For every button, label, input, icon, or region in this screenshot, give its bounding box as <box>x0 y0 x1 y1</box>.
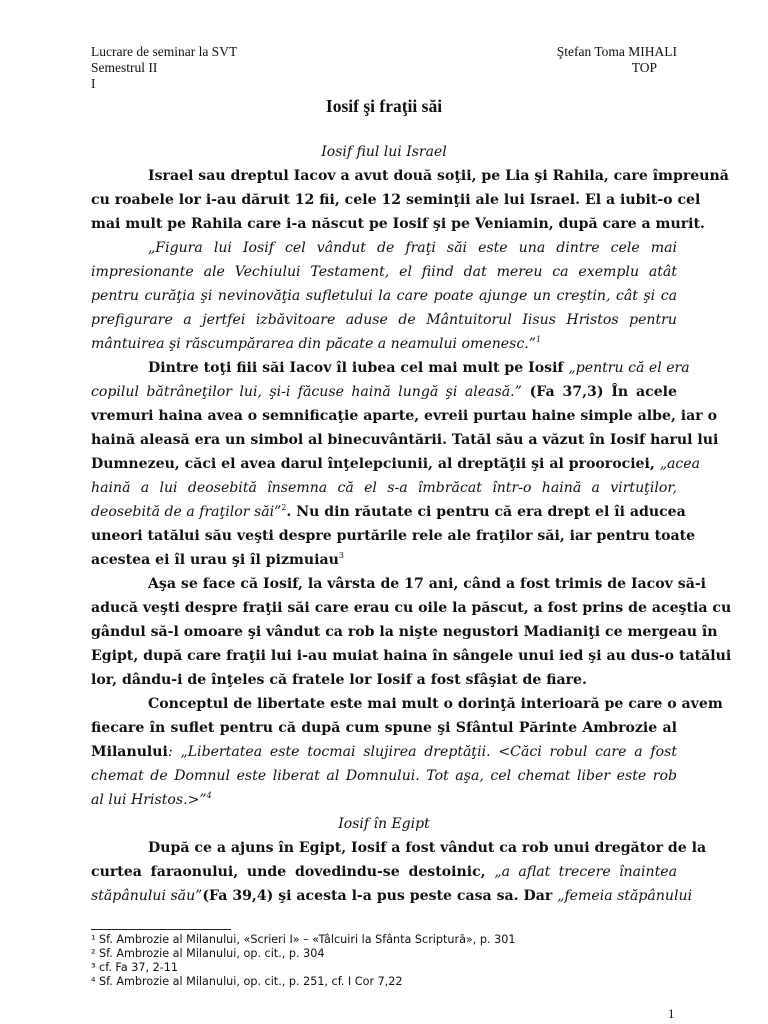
document-body <box>91 140 732 908</box>
footnote-ref[interactable]: 4 <box>206 791 212 800</box>
footnote: ³ cf. Fa 37, 2-11 <box>91 961 178 974</box>
section-heading: Iosif fiul lui Israel <box>321 144 447 160</box>
quote-text: : „Libertatea este tocmai slujirea dreptăţii. <Căci robul care a fost <box>167 744 677 760</box>
page-header-right <box>557 44 677 76</box>
text-segment: Dumnezeu, căci el avea darul înţelepciunii, al dreptăţii şi al proorociei, <box>91 456 660 472</box>
quote-text: „pentru că el era <box>568 360 690 376</box>
quote-text: al lui Hristos.>” <box>91 792 207 808</box>
quote-text: copilul bătrâneţilor lui, şi-i făcuse haină lungă şi aleasă.” <box>91 384 522 400</box>
semester-label: Semestrul II <box>91 60 158 75</box>
quote-text: „acea <box>659 456 701 472</box>
quote-line: chemat de Domnul este liberat al Domnului. Tot aşa, cel chemat liber este rob <box>91 768 677 784</box>
text-line: După ce a ajuns în Egipt, Iosif a fost vândut ca rob unui dregător de la <box>148 840 707 856</box>
footnote: ⁴ Sf. Ambrozie al Milanului, op. cit., p. 251, cf. I Cor 7,22 <box>91 975 403 988</box>
text-line <box>91 548 677 572</box>
quote-line: impresionante ale Vechiului Testament, el fiind dat mereu ca exemplu atât <box>91 264 677 280</box>
text-line: aducă veşti despre fraţii săi care erau cu oile la păscut, a fost prins de aceştia cu <box>91 600 732 616</box>
text-line <box>91 500 686 524</box>
text-line: gândul să-l omoare şi vândut ca rob la nişte negustori Madianiţi ce mergeau în <box>91 624 718 640</box>
text-line <box>91 380 677 404</box>
footnote-ref[interactable]: 2 <box>281 503 287 512</box>
document-title: Iosif şi fraţii săi <box>325 96 443 116</box>
course-label: Lucrare de seminar la SVT <box>91 44 238 59</box>
text-line: haină aleasă era un simbol al binecuvântării. Tatăl său a văzut în Iosif harul lui <box>91 432 719 448</box>
author-group: TOP <box>631 60 657 75</box>
text-segment: (Fa 39,4) şi acesta l-a pus peste casa sa. Dar <box>202 888 558 904</box>
text-segment: Milanului <box>91 744 168 760</box>
quote-text: stăpânului său” <box>91 888 203 904</box>
text-segment: . Nu din răutate ci pentru că era drept el îi aducea <box>286 504 686 520</box>
text-line <box>91 740 677 764</box>
text-line: vremuri haina avea o semnificaţie aparte, evreii purtau haine simple albe, iar o <box>91 408 717 424</box>
quote-text: „femeia stăpânului <box>557 888 693 904</box>
section-heading: Iosif în Egipt <box>338 816 430 832</box>
footnote: ² Sf. Ambrozie al Milanului, op. cit., p. 304 <box>91 947 325 960</box>
text-segment: acestea ei îl urau şi îl pizmuiau <box>91 552 339 568</box>
quote-line: „Figura lui Iosif cel vândut de fraţi săi este una dintre cele mai <box>148 240 677 256</box>
quote-line: haină a lui deosebită însemna că el s-a îmbrăcat într-o haină a virtuţilor, <box>91 480 677 496</box>
text-line: mai mult pe Rahila care i-a născut pe Iosif şi pe Veniamin, după care a murit. <box>91 216 705 232</box>
quote-line <box>91 788 677 812</box>
footnote: ¹ Sf. Ambrozie al Milanului, «Scrieri I» – «Tâlcuiri la Sfânta Scriptură», p. 301 <box>91 933 516 946</box>
quote-line <box>91 332 677 356</box>
footnote-ref[interactable]: 3 <box>338 551 344 560</box>
quote-text: „a aflat trecere înaintea <box>494 864 677 880</box>
text-line: Israel sau dreptul Iacov a avut două soţii, pe Lia şi Rahila, care împreună <box>148 168 729 184</box>
text-line <box>91 356 690 380</box>
text-segment: (Fa 37,3) În acele <box>521 384 677 400</box>
text-line: uneori tatălui său veşti despre purtările rele ale fraţilor săi, iar pentru toate <box>91 528 696 544</box>
footnote-separator <box>91 929 231 930</box>
text-line: cu roabele lor i-au dăruit 12 fii, cele 12 seminţii ale lui Israel. El a iubit-o cel <box>91 192 701 208</box>
text-line: fiecare în suflet pentru că după cum spune şi Sfântul Părinte Ambrozie al <box>91 720 677 736</box>
quote-text: mântuirea şi răscumpărarea din păcate a neamului omenesc.” <box>91 336 536 352</box>
quote-line: prefigurare a jertfei izbăvitoare aduse de Mântuitorul Iisus Hristos pentru <box>91 312 677 328</box>
text-segment: Dintre toţi fiii săi Iacov îl iubea cel mai mult pe Iosif <box>148 360 569 376</box>
quote-text: deosebită de a fraţilor săi” <box>91 504 282 520</box>
year-label: I <box>91 76 96 91</box>
text-line <box>91 860 677 884</box>
text-line <box>91 452 701 476</box>
text-line: Egipt, după care fraţii lui i-au muiat haina în sângele unui ied şi au dus-o tatălui <box>91 648 732 664</box>
text-line <box>91 884 693 908</box>
text-line: lor, dându-i de înţeles că fratele lor Iosif a fost sfâşiat de fiare. <box>91 672 587 688</box>
text-line: Aşa se face că Iosif, la vârsta de 17 ani, când a fost trimis de Iacov să-i <box>148 576 707 592</box>
author-name: Ştefan Toma MIHALI <box>556 44 677 59</box>
page-number: 1 <box>668 1006 675 1021</box>
footnote-ref[interactable]: 1 <box>535 335 542 344</box>
text-line: Conceptul de libertate este mai mult o dorinţă interioară pe care o avem <box>148 696 723 712</box>
text-segment: curtea faraonului, unde dovedindu-se destoinic, <box>91 864 495 880</box>
quote-line: pentru curăţia şi nevinovăţia sufletului la care poate ajunge un creştin, cât şi ca <box>91 288 677 304</box>
page-header-left <box>91 44 237 92</box>
